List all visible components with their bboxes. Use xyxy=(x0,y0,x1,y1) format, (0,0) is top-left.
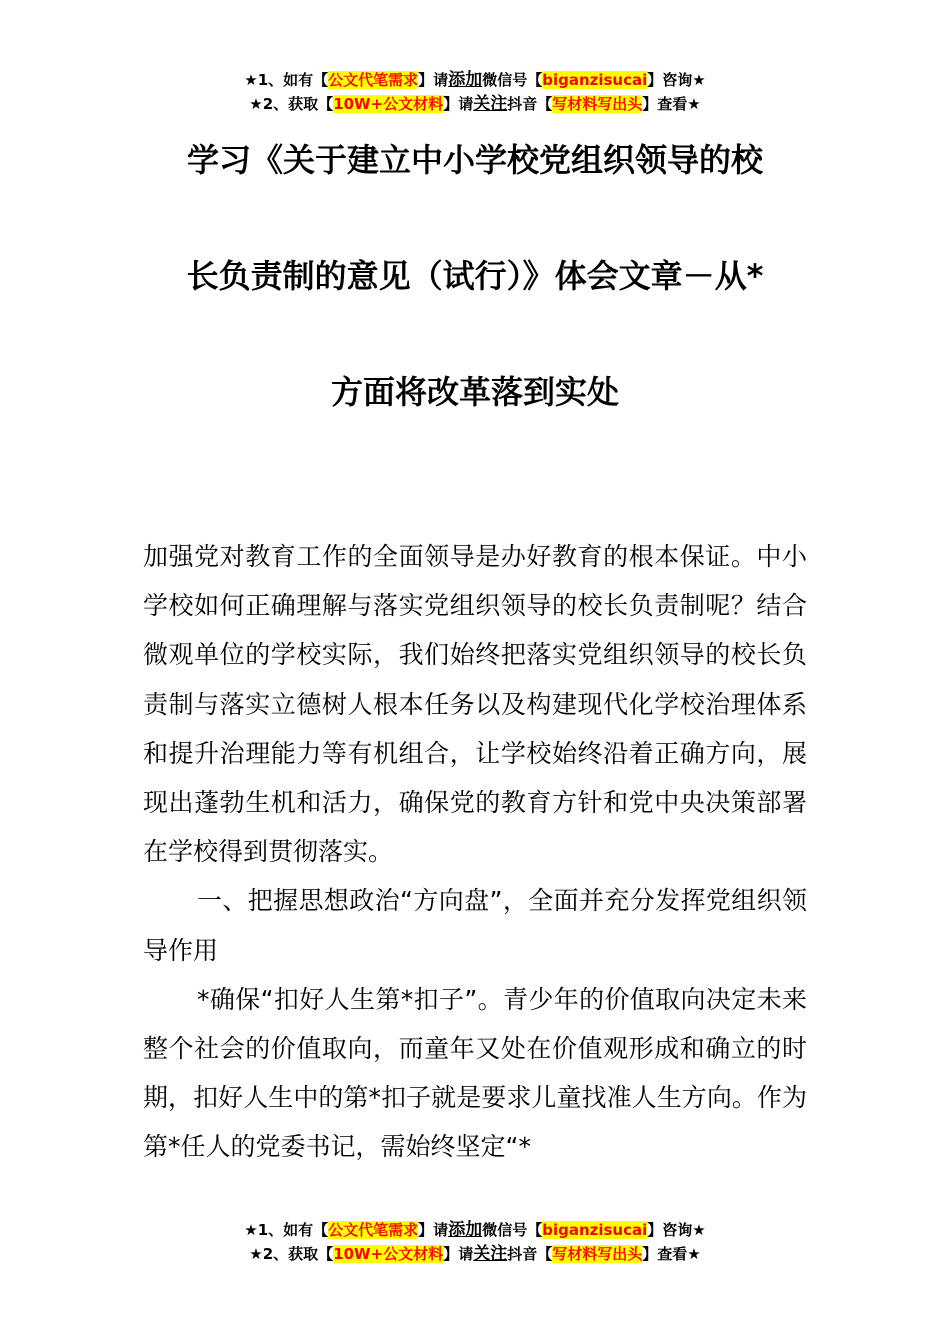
title-line-1: 学习《关于建立中小学校党组织领导的校 xyxy=(186,141,763,179)
highlight-materials: 10W+公文材料 xyxy=(333,95,444,113)
document-title xyxy=(0,140,950,488)
footer-banner xyxy=(0,1218,950,1266)
title-line-2: 长负责制的意见（试行）》体会文章－从* xyxy=(186,257,764,295)
underline-follow: 关注 xyxy=(473,94,508,114)
highlight-ghostwriting: 公文代笔需求 xyxy=(328,1221,419,1239)
highlight-wechat-id: biganzisucai xyxy=(542,71,648,89)
intro-paragraph: 加强党对教育工作的全面领导是办好教育的根本保证。中小学校如何正确理解与落实党组织领导的校长负责制呢？结合微观单位的学校实际，我们始终把落实党组织领导的校长负责制与落实立德树人根本任务以及构建现代化学校治理体系和提升治理能力等有机组合，让学校始终沿着正确方向，展现出蓬勃生机和活力，确保党的教育方针和党中央决策部署在学校得到贯彻落实。 xyxy=(143,542,807,867)
section-1-paragraph-1: *确保“扣好人生第*扣子”。青少年的价值取向决定未来整个社会的价值取向，而童年又处在价值观形成和确立的时期，扣好人生中的第*扣子就是要求儿童找准人生方向。作为第*任人的党委书记，需始终坚定“* xyxy=(143,984,807,1162)
banner-line-1: ★1、如有【公文代笔需求】请添加微信号【biganzisucai】咨询★ xyxy=(244,70,706,90)
title-line-3: 方面将改革落到实处 xyxy=(330,373,619,411)
banner-line-2: ★2、获取【10W+公文材料】请关注抖音【写材料写出头】查看★ xyxy=(249,94,701,114)
highlight-materials: 10W+公文材料 xyxy=(333,1245,444,1263)
underline-add: 添加 xyxy=(448,1220,483,1240)
underline-follow: 关注 xyxy=(473,1244,508,1264)
highlight-douyin-account: 写材料写出头 xyxy=(552,1245,643,1263)
highlight-douyin-account: 写材料写出头 xyxy=(552,95,643,113)
highlight-ghostwriting: 公文代笔需求 xyxy=(328,71,419,89)
header-banner xyxy=(0,68,950,116)
highlight-wechat-id: biganzisucai xyxy=(542,1221,648,1239)
document-body xyxy=(143,532,807,1172)
underline-add: 添加 xyxy=(448,70,483,90)
section-heading-1: 一、把握思想政治“方向盘”，全面并充分发挥党组织领导作用 xyxy=(143,886,807,965)
banner-line-1: ★1、如有【公文代笔需求】请添加微信号【biganzisucai】咨询★ xyxy=(244,1220,706,1240)
banner-line-2: ★2、获取【10W+公文材料】请关注抖音【写材料写出头】查看★ xyxy=(249,1244,701,1264)
